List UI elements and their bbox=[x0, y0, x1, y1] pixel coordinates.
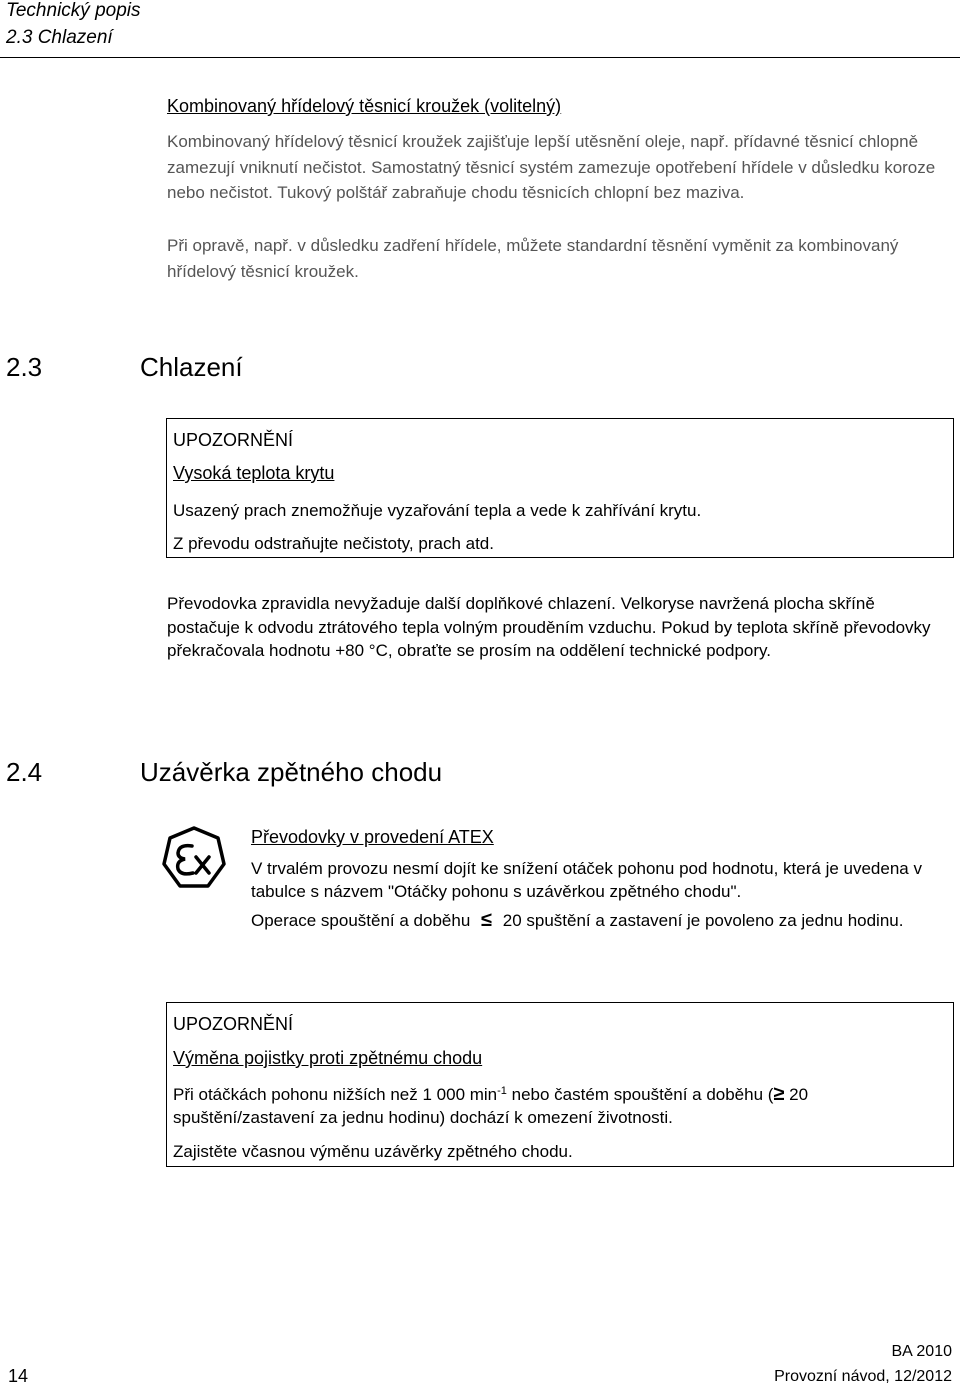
notice-line-1-text-b: nebo častém spouštění a doběhu ( bbox=[506, 1085, 774, 1104]
header-rule bbox=[0, 57, 960, 58]
ex-atex-icon bbox=[162, 826, 226, 892]
notice-line-1 bbox=[173, 1083, 943, 1129]
atex-heading: Převodovky v provedení ATEX bbox=[251, 827, 494, 847]
atex-paragraph-2-text-a: Operace spouštění a doběhu bbox=[251, 911, 471, 930]
seal-subheading: Kombinovaný hřídelový těsnicí kroužek (volitelný) bbox=[167, 96, 562, 116]
notice-label: UPOZORNĚNÍ bbox=[173, 1014, 294, 1034]
page-number: 14 bbox=[8, 1366, 29, 1386]
notice-label: UPOZORNĚNÍ bbox=[173, 430, 294, 450]
notice-line-1: Usazený prach znemožňuje vyzařování tepla a vede k zahřívání krytu. bbox=[173, 501, 702, 520]
notice-line-2: Zajistěte včasnou výměnu uzávěrky zpětného chodu. bbox=[173, 1142, 573, 1161]
section-2-3-number: 2.3 bbox=[6, 352, 43, 382]
atex-paragraph-1: V trvalém provozu nesmí dojít ke snížení otáček pohonu pod hodnotu, která je uvedena v tabulce s názvem "Otáčky pohonu s uzávěrkou zpětného chodu". bbox=[251, 859, 922, 901]
seal-paragraph-2: Při opravě, např. v důsledku zadření hřídele, můžete standardní těsnění vyměnit za kombinovaný hřídelový těsnicí kroužek. bbox=[167, 236, 899, 281]
notice-box-housing-temperature bbox=[166, 418, 954, 558]
running-header-chapter: Technický popis bbox=[6, 0, 141, 21]
document-name: Provozní návod, 12/2012 bbox=[774, 1368, 952, 1385]
section-2-3-title: Chlazení bbox=[140, 352, 243, 382]
notice-line-1-text-a: Při otáčkách pohonu nižších než 1 000 min bbox=[173, 1085, 498, 1104]
running-header-section: 2.3 Chlazení bbox=[6, 27, 113, 48]
greater-equal-symbol: ≥ bbox=[773, 1083, 785, 1105]
notice-heading: Výměna pojistky proti zpětnému chodu bbox=[173, 1048, 483, 1068]
less-equal-symbol: ≤ bbox=[481, 909, 492, 931]
section-2-4-number: 2.4 bbox=[6, 757, 43, 787]
seal-paragraph-1: Kombinovaný hřídelový těsnicí kroužek zajišťuje lepší utěsnění oleje, např. přídavné těsnicí chlopně zamezují vniknutí nečistot. Samostatný těsnicí systém zamezuje opotřebení hřídele v důsledku koroze nebo nečistot. Tukový polštář zabraňuje chodu těsnicích chlopní bez maziva. bbox=[167, 132, 936, 202]
cooling-paragraph: Převodovka zpravidla nevyžaduje další doplňkové chlazení. Velkoryse navržená plocha skříně postačuje k odvodu ztrátového tepla volným prouděním vzduchu. Pokud by teplota skříně převodovky překračovala hodnotu +80 °C, obraťte se prosím na oddělení technické podpory. bbox=[167, 594, 931, 660]
exponent: -1 bbox=[497, 1085, 507, 1097]
notice-heading: Vysoká teplota krytu bbox=[173, 463, 335, 483]
section-2-3-heading bbox=[0, 352, 960, 386]
notice-line-1-text-c: 20 spuštění/zastavení za jednu hodinu) dochází k omezení životnosti. bbox=[173, 1085, 809, 1127]
section-2-4-heading bbox=[0, 757, 960, 791]
section-2-4-title: Uzávěrka zpětného chodu bbox=[140, 757, 443, 787]
atex-paragraph-2-text-b: 20 spuštění a zastavení je povoleno za jednu hodinu. bbox=[502, 911, 904, 930]
notice-box-backstop-replacement bbox=[166, 1002, 954, 1167]
atex-paragraph-2 bbox=[251, 909, 931, 932]
document-code: BA 2010 bbox=[891, 1343, 952, 1360]
notice-line-2: Z převodu odstraňujte nečistoty, prach atd. bbox=[173, 534, 494, 553]
